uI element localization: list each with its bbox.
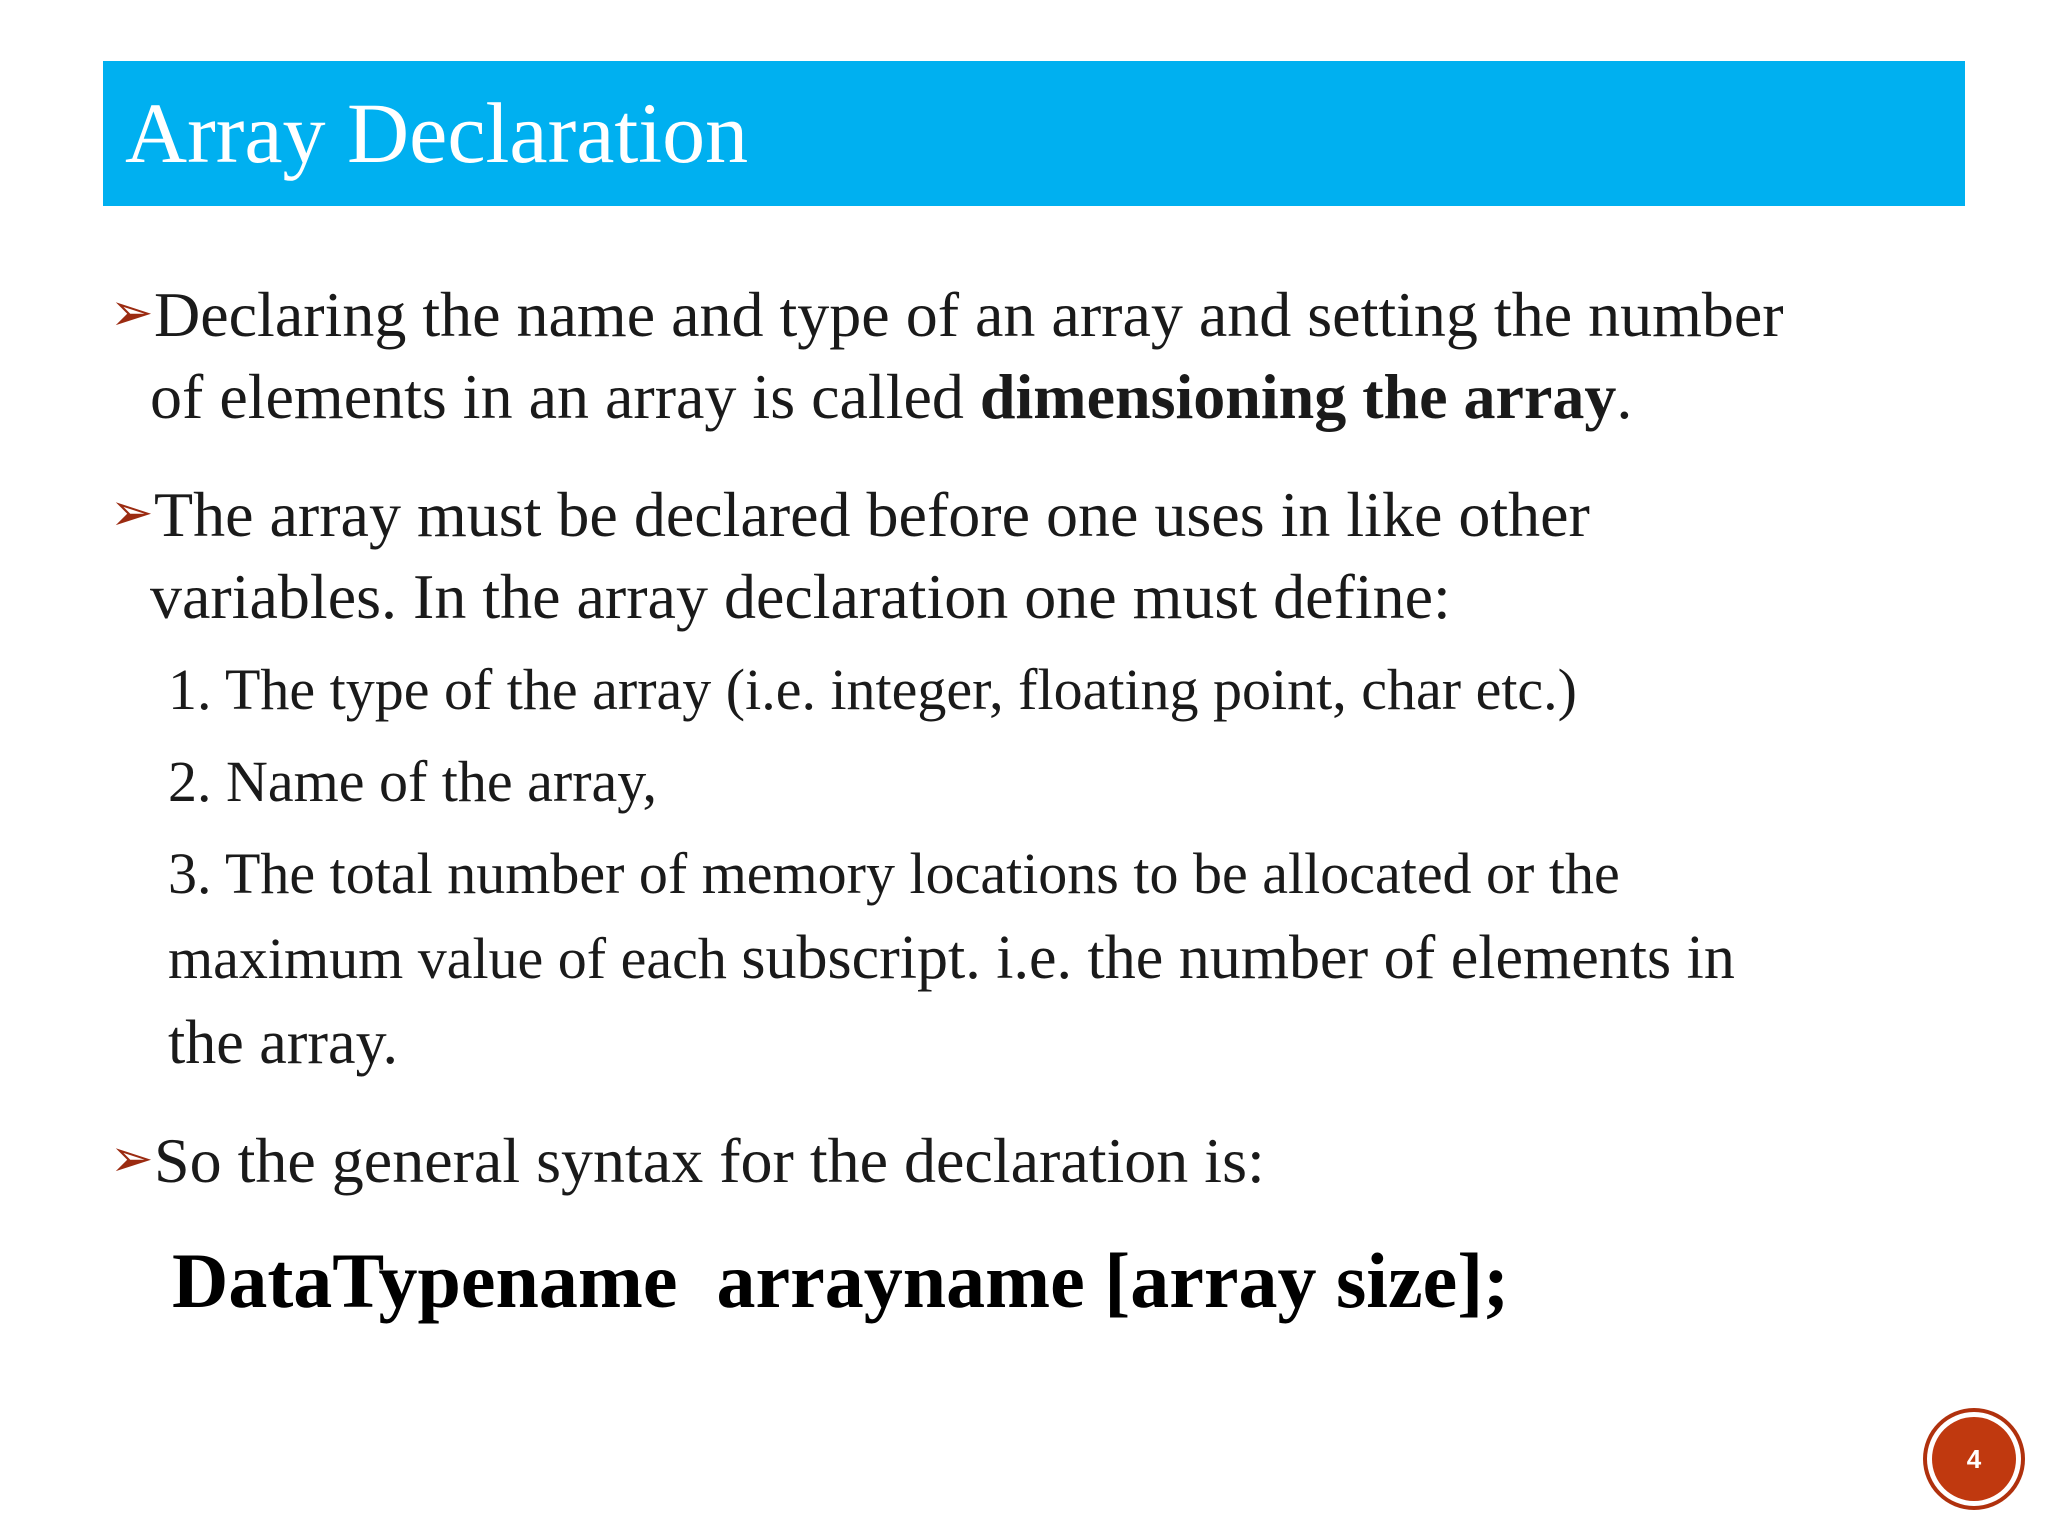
sub-item-text: 3. The total number of memory locations to be allocated or the	[168, 841, 1620, 906]
bullet-text: So the general syntax for the declaration is:	[154, 1125, 1265, 1196]
title-bar	[103, 61, 1965, 206]
arrowhead-bullet-icon: ➢	[110, 1129, 154, 1189]
slide-title: Array Declaration	[125, 85, 749, 181]
bullet-item	[110, 272, 1784, 438]
arrowhead-bullet-icon: ➢	[110, 483, 154, 543]
page-number-badge	[1932, 1417, 2016, 1501]
bullet-item	[110, 472, 1590, 638]
sub-item-text: maximum value of each	[168, 926, 742, 991]
bullet-text: Declaring the name and type of an array and setting the number	[154, 279, 1784, 350]
bullet-text: The array must be declared before one uses in like other	[154, 479, 1590, 550]
sub-item-text: subscript. i.e. the number of elements in	[741, 924, 1735, 992]
bullet-text: .	[1616, 361, 1633, 432]
bullet-text: of elements in an array is called	[150, 361, 980, 432]
sub-item	[168, 832, 1735, 1085]
sub-item: 1. The type of the array (i.e. integer, floating point, char etc.)	[168, 657, 1577, 722]
bullet-text: variables. In the array declaration one must define:	[150, 561, 1451, 632]
sub-item: 2. Name of the array,	[168, 749, 658, 814]
sub-item-text: the array.	[168, 1009, 399, 1077]
bold-term: dimensioning the array	[979, 361, 1617, 432]
page-number: 4	[1966, 1443, 1982, 1474]
syntax-code: DataTypename arrayname [array size];	[172, 1237, 1510, 1324]
bullet-item	[110, 1118, 1265, 1202]
arrowhead-bullet-icon: ➢	[110, 283, 154, 343]
